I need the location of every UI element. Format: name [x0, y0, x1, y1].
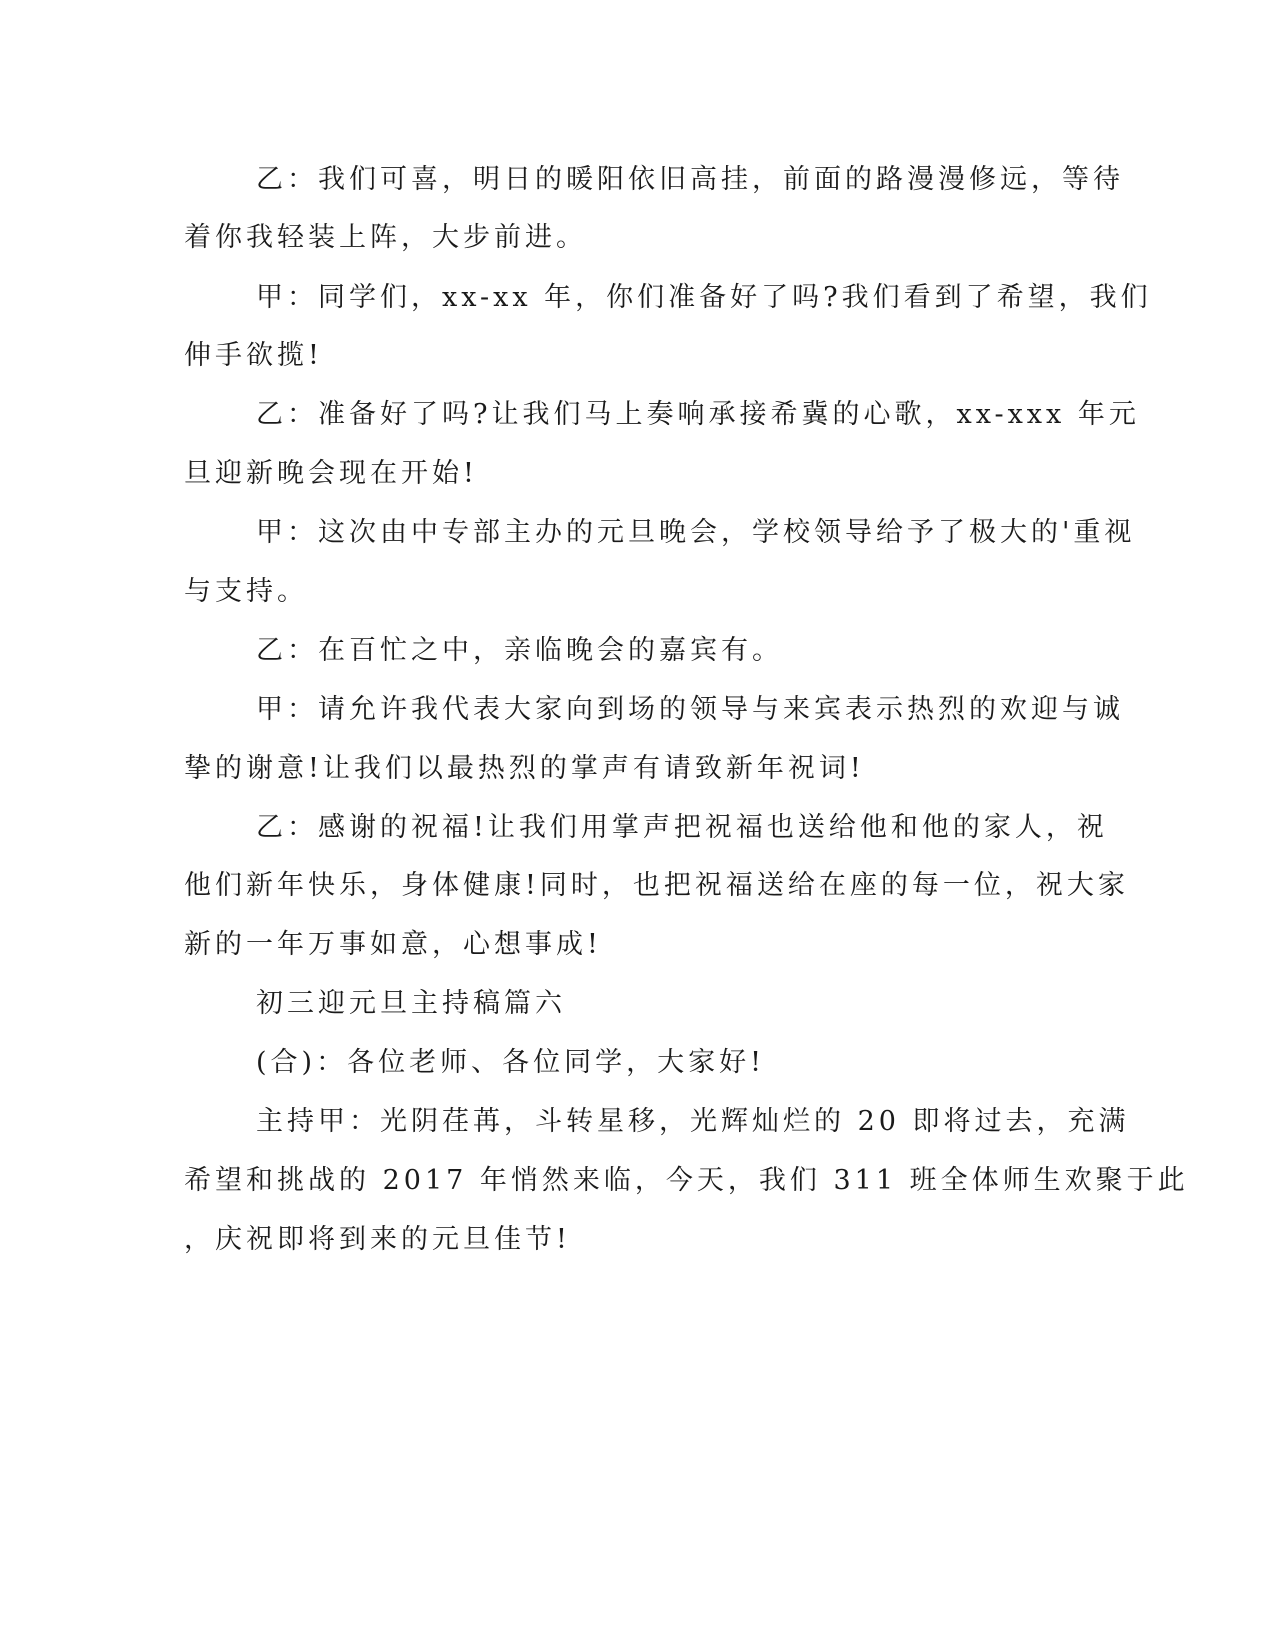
text-line: 甲：这次由中专部主办的元旦晚会，学校领导给予了极大的'重视: [256, 517, 1136, 548]
text-line: 乙：感谢的祝福!让我们用掌声把祝福也送给他和他的家人，祝: [256, 812, 1108, 843]
text-line: 与支持。: [184, 576, 308, 607]
text-line: 甲：请允许我代表大家向到场的领导与来宾表示热烈的欢迎与诚: [256, 694, 1124, 725]
section-heading: 初三迎元旦主持稿篇六: [256, 988, 566, 1019]
text-line: 乙：我们可喜，明日的暖阳依旧高挂，前面的路漫漫修远，等待: [256, 164, 1124, 195]
text-line: 着你我轻装上阵，大步前进。: [184, 222, 587, 253]
text-line: 新的一年万事如意，心想事成!: [184, 929, 602, 960]
text-line: 希望和挑战的 2017 年悄然来临，今天，我们 311 班全体师生欢聚于此: [184, 1165, 1189, 1196]
text-line: 他们新年快乐，身体健康!同时，也把祝福送给在座的每一位，祝大家: [184, 870, 1129, 901]
text-line: 乙：准备好了吗?让我们马上奏响承接希冀的心歌，xx-xxx 年元: [256, 399, 1140, 430]
text-line: 挚的谢意!让我们以最热烈的掌声有请致新年祝词!: [184, 753, 865, 784]
text-line: 主持甲：光阴荏苒，斗转星移，光辉灿烂的 20 即将过去，充满: [256, 1106, 1130, 1137]
text-line: 乙：在百忙之中，亲临晚会的嘉宾有。: [256, 635, 783, 666]
text-line: 旦迎新晚会现在开始!: [184, 458, 478, 489]
text-line: 甲：同学们，xx-xx 年，你们准备好了吗?我们看到了希望，我们: [256, 282, 1152, 313]
text-line: ，庆祝即将到来的元旦佳节!: [184, 1224, 571, 1255]
text-line: 伸手欲揽!: [184, 340, 323, 371]
text-line: (合)：各位老师、各位同学，大家好!: [256, 1047, 765, 1078]
